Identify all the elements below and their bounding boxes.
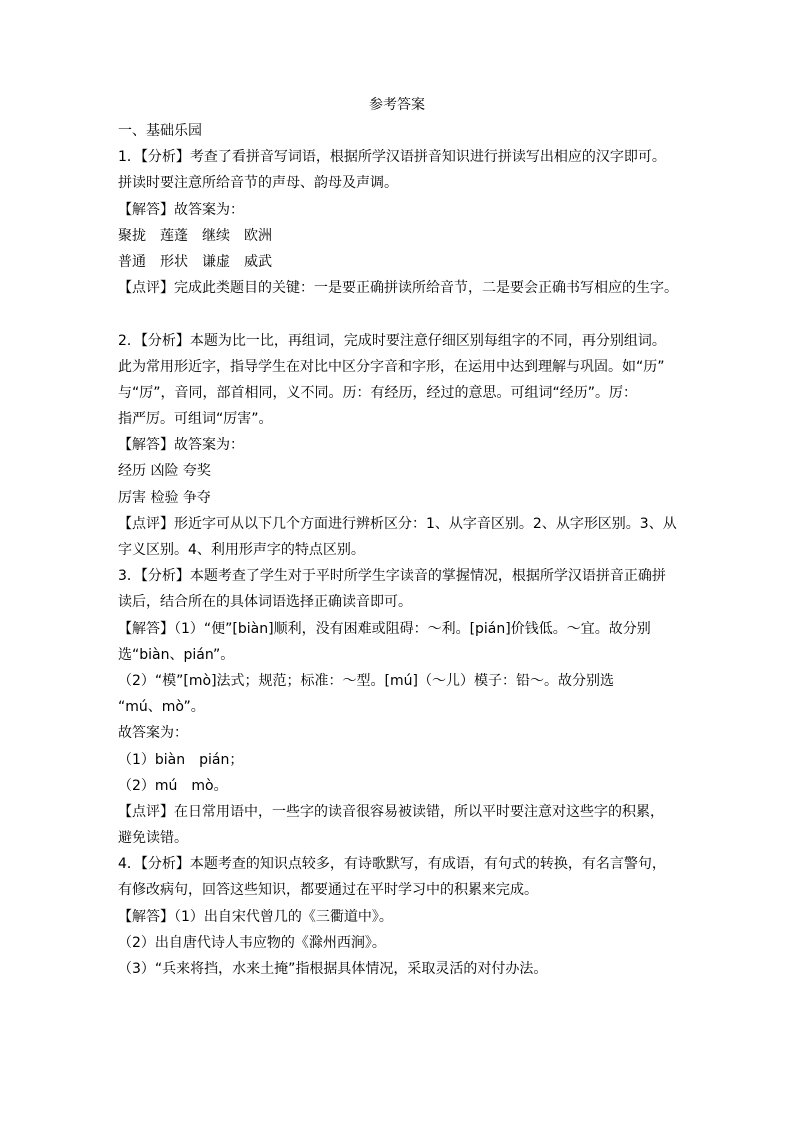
q1-answer-label: 【解答】故答案为： <box>118 201 244 218</box>
q1-comment: 【点评】完成此类题目的关键：一是要正确拼读所给音节，二是要会正确书写相应的生字。 <box>118 280 678 297</box>
q2-analysis-line-2: 此为常用形近字，指导学生在对比中区分字音和字形，在运用中达到理解与巩固。如“历” <box>118 358 665 375</box>
q2-analysis-line-1: 2．【分析】本题为比一比，再组词，完成时要注意仔细区别每组字的不同，再分别组词。 <box>118 332 666 349</box>
q2-answer-row-2: 厉害 检验 争夺 <box>118 489 211 506</box>
q1-analysis-line-1: 1．【分析】考查了看拼音写词语，根据所学汉语拼音知识进行拼读写出相应的汉字即可。 <box>118 149 666 166</box>
q2-answer-row-1: 经历 凶险 夸奖 <box>118 463 211 480</box>
q2-analysis-line-3: 与“厉”，音同，部首相同，义不同。历：有经历，经过的意思。可组词“经历”。厉： <box>118 384 638 401</box>
q2-analysis-line-4: 指严厉。可组词“厉害”。 <box>118 411 273 428</box>
q1-answer-row-1: 聚拢 莲蓬 继续 欧洲 <box>118 227 272 244</box>
q2-comment-line-2: 字义区别。4、利用形声字的特点区别。 <box>118 542 365 558</box>
q4-analysis-line-1: 4．【分析】本题考查的知识点较多，有诗歌默写，有成语，有句式的转换，有名言警句， <box>118 856 666 873</box>
q1-analysis-line-2: 拼读时要注意所给音节的声母、韵母及声调。 <box>118 175 398 192</box>
q3-final-row-1: （1）biàn pián； <box>118 751 244 768</box>
q1-answer-row-2: 普通 形状 谦虚 威武 <box>118 253 272 270</box>
q4-analysis-line-2: 有修改病句，回答这些知识，都要通过在平时学习中的积累来完成。 <box>118 882 538 899</box>
q2-answer-label: 【解答】故答案为： <box>118 437 244 454</box>
q3-answer-line-3: （2）“模”[mò]法式；规范；标准：～型。[mú]（～儿）模子：铅～。故分别选 <box>118 672 614 689</box>
q3-answer-line-1: 【解答】（1）“便”[biàn]顺利，没有困难或阻碍：～利。[pián]价钱低。～宜。故分别 <box>118 620 651 637</box>
q3-analysis-line-2: 读后，结合所在的具体词语选择正确读音即可。 <box>118 594 412 611</box>
q3-comment-line-2: 避免读错。 <box>118 830 188 847</box>
q3-analysis-line-1: 3．【分析】本题考查了学生对于平时所学生字读音的掌握情况，根据所学汉语拼音正确拼 <box>118 568 666 585</box>
q2-comment-line-1: 【点评】形近字可从以下几个方面进行辨析区分：1、从字音区别。2、从字形区别。3、从 <box>118 515 677 532</box>
q3-final-label: 故答案为： <box>118 725 188 742</box>
q3-answer-line-4: “mú、mò”。 <box>118 699 205 716</box>
q3-comment-line-1: 【点评】在日常用语中，一些字的读音很容易被读错，所以平时要注意对这些字的积累， <box>118 803 664 820</box>
blank-line <box>118 301 688 327</box>
page-title: 参考答案 <box>369 97 425 113</box>
q4-answer-line-1: 【解答】（1）出自宋代曾几的《三衢道中》。 <box>118 908 393 925</box>
q4-answer-line-3: （3）“兵来将挡，水来土掩”指根据具体情况，采取灵活的对付办法。 <box>118 961 548 977</box>
q3-answer-line-2: 选“biàn、pián”。 <box>118 646 235 663</box>
q3-final-row-2: （2）mú mò。 <box>118 777 228 794</box>
answer-content <box>118 118 688 982</box>
section-heading: 一、基础乐园 <box>118 123 202 139</box>
q4-answer-line-2: （2）出自唐代诗人韦应物的《滁州西涧》。 <box>118 934 386 951</box>
